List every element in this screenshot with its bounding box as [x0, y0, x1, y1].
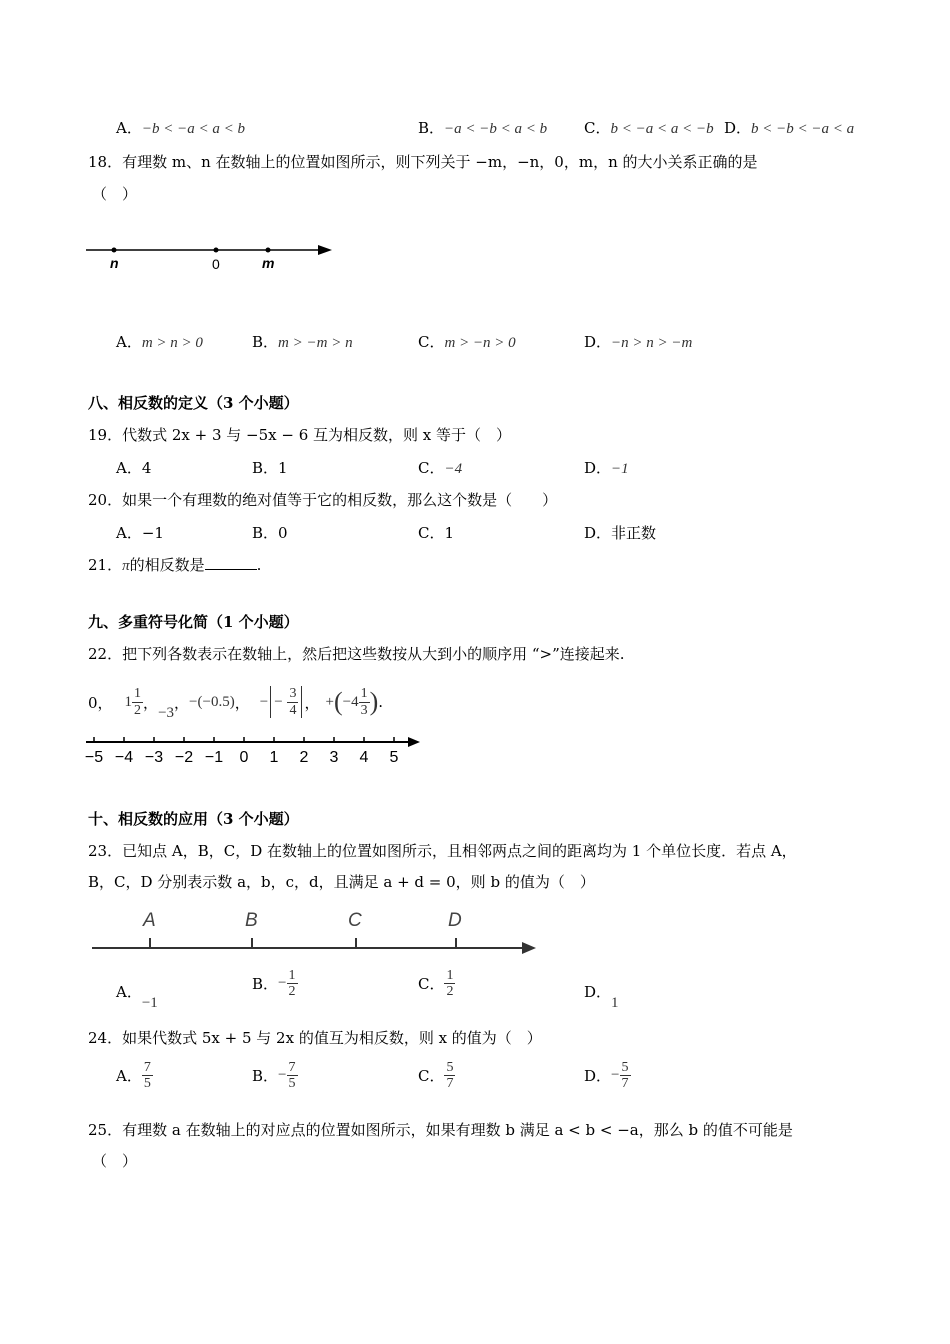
q18-option-c: C．m > −n > 0	[418, 333, 516, 351]
axis-tick-label: 0	[239, 749, 249, 766]
q17-option-b: B．−a < −b < a < b	[418, 119, 548, 137]
q17-option-d: D．b < −b < −a < a	[724, 119, 855, 137]
q24-option-c: C． $\frac{5}{7}$	[418, 1060, 454, 1092]
axis-tick-label: −4	[114, 749, 134, 766]
q21: 21．π的相反数是 .	[88, 556, 262, 574]
q22-numbers: 0， 1 $\frac{1}{2}$ ， −3 ， −(−0.5) ， − − $\frac{3}{4}$ ， + ( −4 $\frac{1}{3}$ ) .	[88, 686, 384, 721]
q17-option-a: A．−b < −a < a < b	[116, 119, 245, 137]
answer-blank[interactable]	[205, 555, 257, 570]
mixed-number-1-1-2: $\frac{1}{2}$	[134, 686, 142, 718]
q17-option-c: C．b < −a < a < −b	[584, 119, 714, 137]
axis-tick-label: 5	[389, 749, 399, 766]
q19-option-c: C．−4	[418, 459, 463, 477]
axis-arrow	[522, 942, 536, 954]
axis-tick-label: −1	[204, 749, 224, 766]
section-9-title: 九、多重符号化简（1 个小题）	[88, 613, 299, 631]
q23-text-line1: 23．已知点 A，B，C，D 在数轴上的位置如图所示，且相邻两点之间的距离均为 1 个单位长度．若点 A，	[88, 842, 797, 860]
axis-arrow	[318, 245, 332, 255]
label-n: n	[110, 255, 119, 271]
point-n	[112, 248, 117, 253]
q24-option-a: A． $\frac{7}{5}$	[116, 1060, 151, 1092]
q18-paren: （ ）	[92, 185, 138, 203]
q20-option-c: C．1	[418, 524, 455, 542]
q25-text: 25．有理数 a 在数轴上的对应点的位置如图所示，如果有理数 b 满足 a < b < −a，那么 b 的值不可能是	[88, 1121, 793, 1139]
axis-tick-label: −2	[174, 749, 194, 766]
q20-option-b: B．0	[252, 524, 288, 542]
q18-text: 18．有理数 m、n 在数轴上的位置如图所示，则下列关于 −m，−n，0，m，n 的大小关系正确的是	[88, 153, 758, 171]
axis-tick-label: 2	[299, 749, 309, 766]
section-10-title: 十、相反数的应用（3 个小题）	[88, 810, 299, 828]
q23-number-line	[90, 904, 542, 956]
q18-option-d: D．−n > n > −m	[584, 333, 693, 351]
point-zero	[214, 248, 219, 253]
abs-value-bars: − $\frac{3}{4}$	[270, 686, 302, 718]
q19-option-d: D．−1	[584, 459, 629, 477]
q22-text: 22．把下列各数表示在数轴上，然后把这些数按从大到小的顺序用 “>”连接起来.	[88, 645, 625, 663]
q19-text: 19．代数式 2x + 3 与 −5x − 6 互为相反数，则 x 等于（ ）	[88, 426, 512, 444]
q20-text: 20．如果一个有理数的绝对值等于它的相反数，那么这个数是（ ）	[88, 491, 558, 509]
axis-tick-label: −3	[144, 749, 164, 766]
label-zero: 0	[212, 256, 220, 272]
q23-text-line2: B，C，D 分别表示数 a，b，c，d，且满足 a + d = 0，则 b 的值为（ ）	[88, 873, 595, 891]
q24-text: 24．如果代数式 5x + 5 与 2x 的值互为相反数，则 x 的值为（ ）	[88, 1029, 542, 1047]
q18-number-line	[84, 236, 344, 276]
point-c-label: C	[348, 910, 362, 931]
q25-paren: （ ）	[92, 1152, 138, 1170]
q22-number-line	[84, 732, 424, 770]
q23-option-c: C． $\frac{1}{2}$	[418, 968, 454, 1000]
q23-option-d: D．1	[584, 983, 619, 1011]
axis-tick-label: 3	[329, 749, 339, 766]
label-m: m	[262, 255, 275, 271]
q20-option-d: D．非正数	[584, 524, 657, 542]
q24-option-b: B． − $\frac{7}{5}$	[252, 1060, 296, 1092]
section-8-title: 八、相反数的定义（3 个小题）	[88, 394, 299, 412]
point-d-label: D	[448, 910, 462, 931]
point-m	[266, 248, 271, 253]
q18-option-b: B．m > −m > n	[252, 333, 353, 351]
q23-option-a: A．−1	[116, 983, 158, 1011]
q19-option-a: A．4	[116, 459, 152, 477]
q20-option-a: A．−1	[116, 524, 164, 542]
axis-tick-label: 4	[359, 749, 369, 766]
q19-option-b: B．1	[252, 459, 288, 477]
axis-tick-label: 1	[269, 749, 279, 766]
point-b-label: B	[245, 910, 258, 931]
point-a-label: A	[143, 910, 156, 931]
axis-arrow	[408, 737, 420, 747]
q18-option-a: A．m > n > 0	[116, 333, 203, 351]
q24-option-d: D． − $\frac{5}{7}$	[584, 1060, 629, 1092]
q23-option-b: B． − $\frac{1}{2}$	[252, 968, 296, 1000]
axis-tick-label: −5	[84, 749, 104, 766]
